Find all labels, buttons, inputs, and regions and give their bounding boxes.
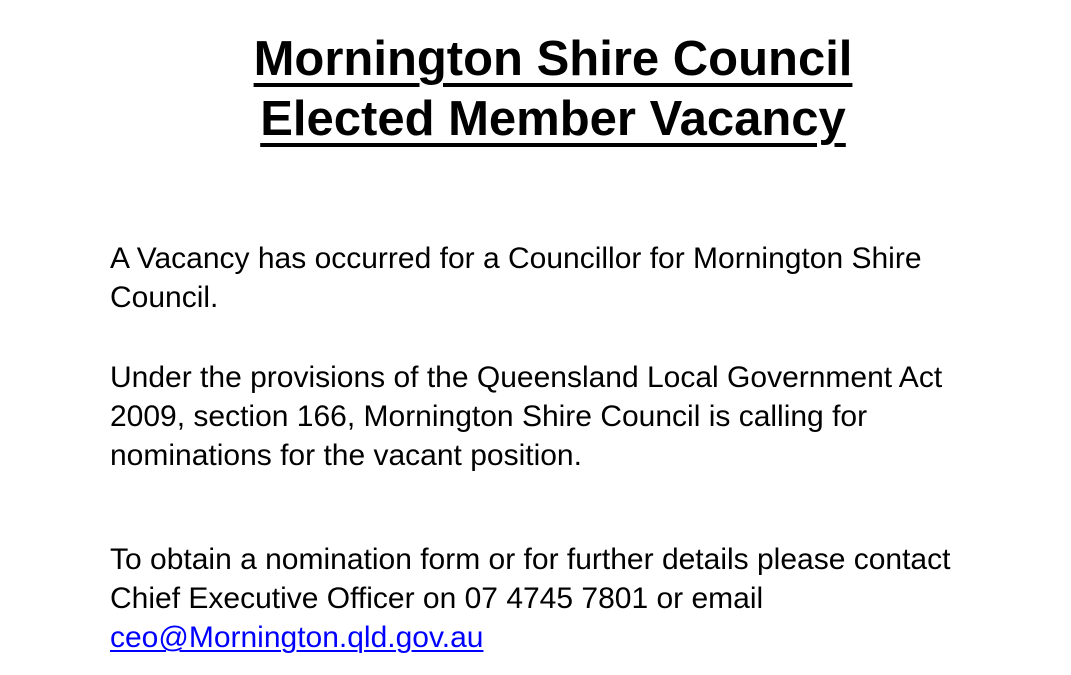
email-link[interactable]: ceo@Mornington.qld.gov.au: [110, 621, 484, 654]
contact-paragraph: [110, 540, 1010, 657]
title-line-council: Mornington Shire Council: [253, 32, 853, 86]
vacancy-paragraph: A Vacancy has occurred for a Councillor for Mornington Shire Council.: [110, 242, 922, 314]
title-line-vacancy: Elected Member Vacancy: [260, 92, 846, 146]
contact-text: To obtain a nomination form or for further details please contact Chief Executive Officer on 07 4745 7801 or email: [110, 543, 951, 615]
provisions-paragraph: Under the provisions of the Queensland Local Government Act 2009, section 166, Mornington Shire Council is calling for nominations for the vacant position.: [110, 361, 943, 472]
document-title: [0, 30, 1071, 150]
